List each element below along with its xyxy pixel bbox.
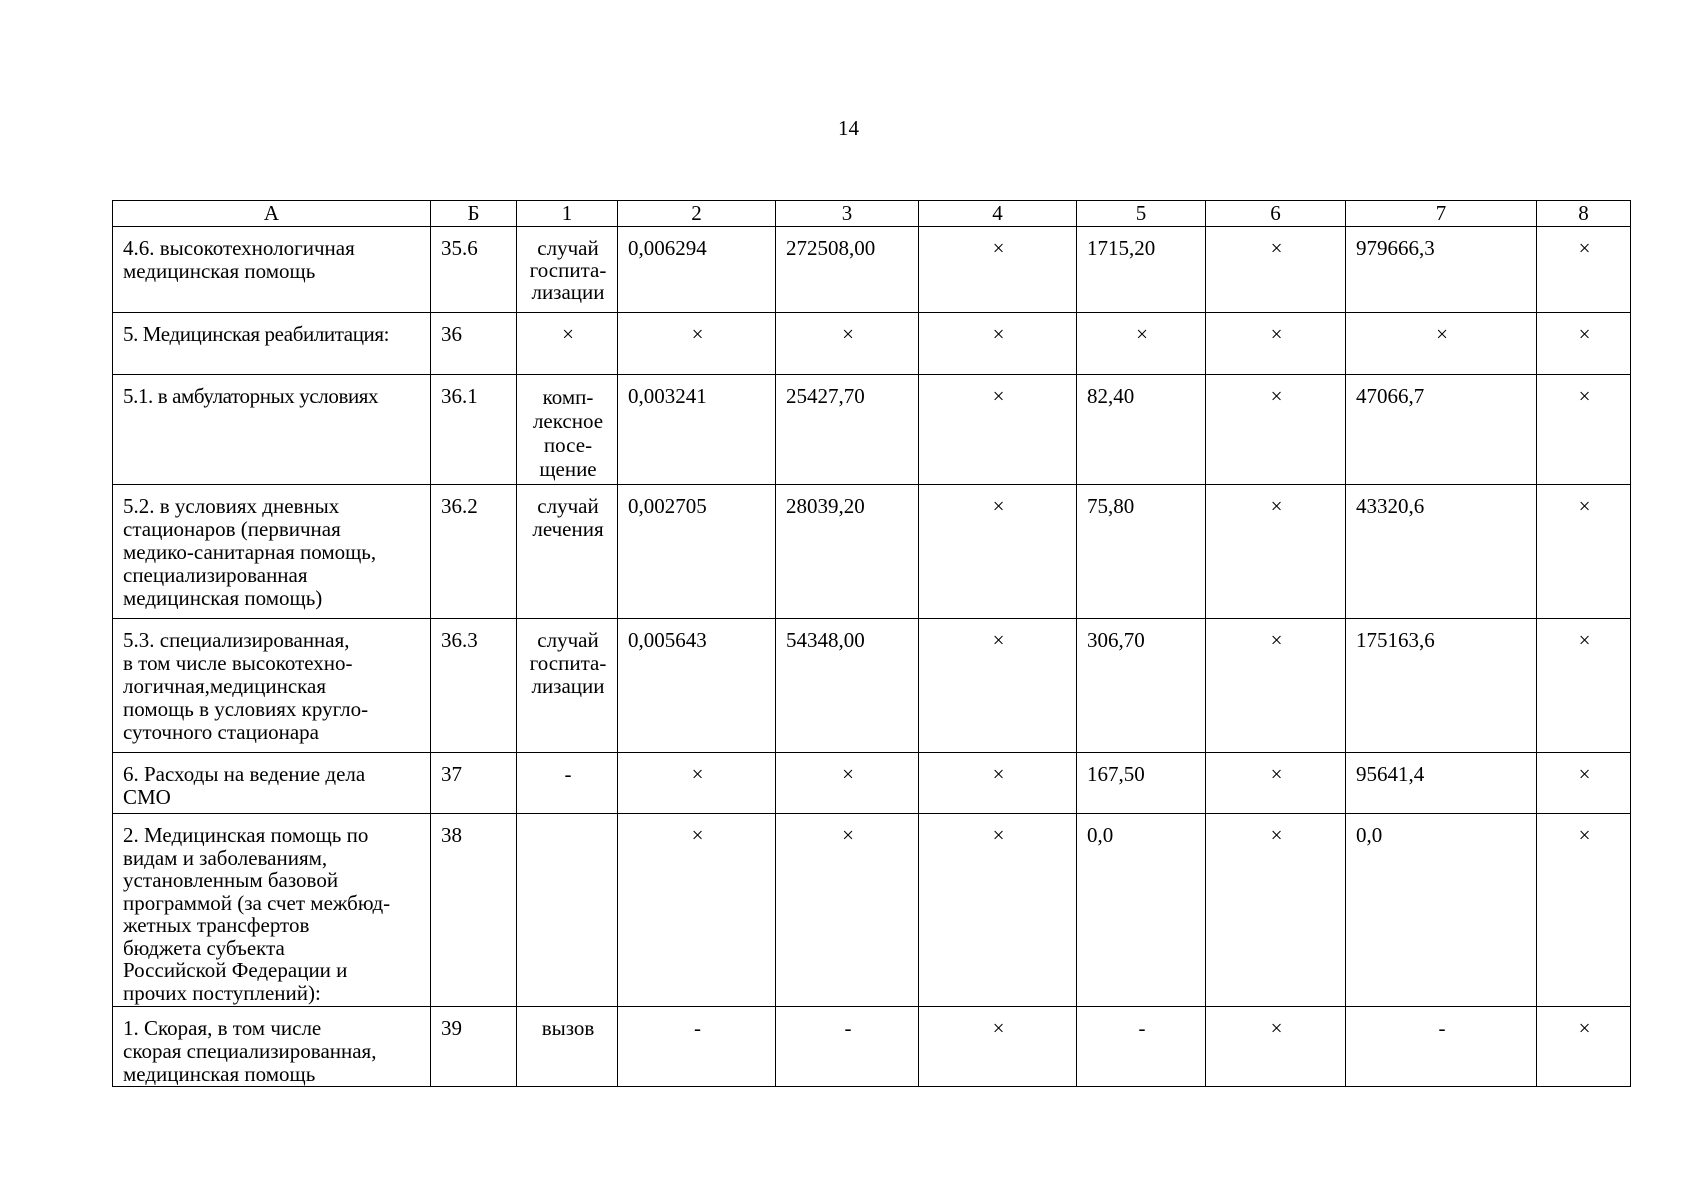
value-cell: × [1206,375,1346,485]
value-cell: × [919,1007,1077,1087]
value-cell: 43320,6 [1346,485,1537,619]
row-unit-cell: случай госпита- лизации [517,227,618,313]
value-cell: 0,006294 [618,227,776,313]
value-cell: × [1537,619,1631,753]
value-cell: 25427,70 [776,375,919,485]
column-header: Б [431,201,517,227]
value-cell: 175163,6 [1346,619,1537,753]
value-cell: × [1537,227,1631,313]
value-cell: × [1346,313,1537,375]
value-cell: × [618,753,776,814]
row-name-cell: 2. Медицинская помощь по видам и заболеваниям, установленным базовой программой (за счет межбюд- жетных трансфертов бюджета субъекта Российской Федерации и прочих поступлений): [113,814,431,1007]
value-cell: × [1537,1007,1631,1087]
row-unit-cell: комп- лексное посе- щение [517,375,618,485]
value-cell: × [776,814,919,1007]
row-unit-cell: случай госпита- лизации [517,619,618,753]
value-cell: 82,40 [1077,375,1206,485]
value-cell: × [1206,227,1346,313]
column-header: 3 [776,201,919,227]
value-cell: × [919,375,1077,485]
value-cell: 979666,3 [1346,227,1537,313]
row-name-cell: 5. Медицинская реабилитация: [113,313,431,375]
value-cell: × [1206,619,1346,753]
table-row [113,814,1631,1007]
column-header: 5 [1077,201,1206,227]
row-code-cell: 36.3 [431,619,517,753]
table-header-row [113,201,1631,227]
column-header: 6 [1206,201,1346,227]
column-header: 2 [618,201,776,227]
table-row [113,375,1631,485]
value-cell: 95641,4 [1346,753,1537,814]
value-cell: × [1077,313,1206,375]
value-cell: - [1077,1007,1206,1087]
value-cell: 0,002705 [618,485,776,619]
value-cell: × [618,313,776,375]
row-code-cell: 35.6 [431,227,517,313]
row-unit-cell: × [517,313,618,375]
column-header: 7 [1346,201,1537,227]
value-cell: 0,0 [1077,814,1206,1007]
value-cell: × [919,619,1077,753]
table-row [113,1007,1631,1087]
value-cell: × [1537,753,1631,814]
value-cell: 75,80 [1077,485,1206,619]
value-cell: - [618,1007,776,1087]
value-cell: × [618,814,776,1007]
row-name-cell: 6. Расходы на ведение дела СМО [113,753,431,814]
row-unit-cell: - [517,753,618,814]
value-cell: - [1346,1007,1537,1087]
row-unit-cell: случай лечения [517,485,618,619]
value-cell: × [1206,1007,1346,1087]
value-cell: × [776,313,919,375]
value-cell: 54348,00 [776,619,919,753]
table-row [113,485,1631,619]
column-header: А [113,201,431,227]
row-code-cell: 36.1 [431,375,517,485]
row-name-cell: 5.3. специализированная, в том числе высокотехно- логичная,медицинская помощь в условиях кругло- суточного стационара [113,619,431,753]
value-cell: - [776,1007,919,1087]
value-cell: × [776,753,919,814]
value-cell: 167,50 [1077,753,1206,814]
value-cell: × [1206,814,1346,1007]
value-cell: 0,005643 [618,619,776,753]
value-cell: 0,003241 [618,375,776,485]
row-code-cell: 36.2 [431,485,517,619]
value-cell: × [919,227,1077,313]
row-name-cell: 4.6. высокотехнологичная медицинская помощь [113,227,431,313]
value-cell: × [1537,375,1631,485]
row-code-cell: 38 [431,814,517,1007]
table-row [113,313,1631,375]
row-name-cell: 1. Скорая, в том числе скорая специализированная, медицинская помощь [113,1007,431,1087]
value-cell: × [919,313,1077,375]
row-unit-cell: вызов [517,1007,618,1087]
value-cell: 1715,20 [1077,227,1206,313]
value-cell: × [1206,313,1346,375]
column-header: 4 [919,201,1077,227]
row-code-cell: 37 [431,753,517,814]
value-cell: × [1206,753,1346,814]
value-cell: 306,70 [1077,619,1206,753]
row-code-cell: 36 [431,313,517,375]
value-cell: × [1206,485,1346,619]
value-cell: × [1537,485,1631,619]
row-code-cell: 39 [431,1007,517,1087]
value-cell: 28039,20 [776,485,919,619]
row-name-cell: 5.1. в амбулаторных условиях [113,375,431,485]
table-row [113,753,1631,814]
value-cell: 272508,00 [776,227,919,313]
value-cell: 0,0 [1346,814,1537,1007]
data-table [112,200,1631,1087]
value-cell: × [919,485,1077,619]
table-row [113,227,1631,313]
row-name-cell: 5.2. в условиях дневных стационаров (первичная медико-санитарная помощь, специализированная медицинская помощь) [113,485,431,619]
page-number: 14 [838,116,859,140]
value-cell: × [919,814,1077,1007]
value-cell: 47066,7 [1346,375,1537,485]
row-unit-cell [517,814,618,1007]
column-header: 8 [1537,201,1631,227]
value-cell: × [919,753,1077,814]
table-row [113,619,1631,753]
value-cell: × [1537,814,1631,1007]
value-cell: × [1537,313,1631,375]
column-header: 1 [517,201,618,227]
